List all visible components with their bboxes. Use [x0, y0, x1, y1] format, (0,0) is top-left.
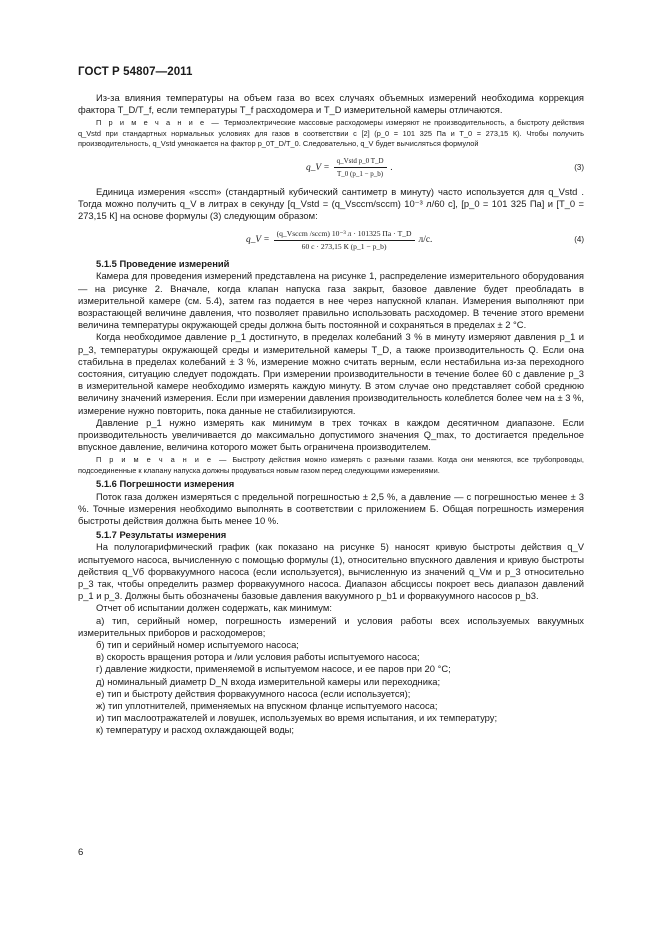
note — [78, 118, 584, 149]
page-number: 6 — [78, 847, 84, 858]
paragraph: Давление p_1 нужно измерять как минимум в трех точках в каждом десятичном диапазоне. Если производительность увеличивается до максимально допустимого значения Q_max, то достигается предельное впускное давление, величина которого может быть ограничена производителем. — [78, 416, 584, 453]
paragraph: Когда необходимое давление p_1 достигнуто, в пределах колебаний 3 % в минуту измеряют давления p_1 и p_3, температуры окружающей среды и измерительной камеры T_D, а также производительность Q. Если она стабильна в пределах колебаний ± 3 %, измерение можно считать верным, если нестабильна из-за переходного состояния, ситуацию следует подождать. При измерении производительности в течение более 60 с давление p_3 в измерительной камере необходимо измерять каждую минуту. В этом случае оно представляет собой среднюю величину значений измерения. Если при измерении давления производительность колеблется более чем на ± 3 %, измерение нужно повторить, пока данные не стабилизируются. — [78, 331, 584, 416]
formula-tail: л/с. — [418, 235, 433, 246]
document-header: ГОСТ Р 54807—2011 — [78, 66, 193, 78]
page-content — [78, 92, 584, 737]
formula-lhs: q_V = — [306, 162, 330, 173]
list-item: б) тип и серийный номер испытуемого насоса; — [96, 638, 299, 650]
paragraph: На полулогарифмический график (как показано на рисунке 5) наносят кривую быстроты действия q_V испытуемого насоса, вычисленную с помощью формулы (1), относительно впускного давления и кривую быстроты действия q_Vб форвакуумного насоса (если используется), вычисленную из значений q_Vм и p_3 относительно p_3 так, чтобы определить размер форвакуумного насоса. Диапазон абсциссы покроет весь диапазон давлений p_1 и p_3. Должны быть обозначены базовые давления вакуумного p_b1 и форвакуумного насосов p_b3. — [78, 541, 584, 602]
formula-denominator: 60 с · 273,15 К (p_1 − p_b) — [301, 241, 387, 251]
formula-lhs: q_V = — [246, 235, 270, 246]
formula-number: (3) — [574, 162, 584, 172]
formula-tail: . — [390, 162, 393, 173]
paragraph: Единица измерения «sccm» (стандартный кубический сантиметр в минуту) часто используется для q_Vstd . Тогда можно получить q_V в литрах в секунду [q_Vstd = (q_Vsccm/sccm) 10⁻³ л/60 с], [p_0 = 101 325 Па] и [T_0 = 273,15 К] на основе формулы (3) следующим образом: — [78, 185, 584, 222]
list-item: а) тип, серийный номер, погрешность измерений и условия работы всех используемых вакуумных измерительных приборов и расходомеров; — [78, 614, 584, 638]
paragraph: Камера для проведения измерений представлена на рисунке 1, распределение измерительного оборудования — на рисунке 2. Вначале, когда клапан напуска газа закрыт, базовое давление будет преобладать в измерительной камере (см. 5.4), затем газ подается в нее через напускной клапан. Измерения выполняют при возрастающей величине давления, что позволяет правильно использовать расходомер. В течение этого времени величина температуры окружающей среды должна быть постоянной и сохраняться в пределах ± 2 °С. — [78, 270, 584, 331]
list-item: к) температуру и расход охлаждающей воды; — [96, 724, 295, 736]
paragraph: Поток газа должен измеряться с предельной погрешностью ± 2,5 %, а давление — с погрешностью менее ± 3 %. Точные измерения необходимо выполнять в соответствии с приложением Б. Общая погрешность измерения быстроты действия должна быть менее 10 %. — [78, 490, 584, 526]
list-item: в) скорость вращения ротора и /или условия работы испытуемого насоса; — [96, 651, 420, 663]
report-requirements-list — [78, 615, 584, 737]
note-label: П р и м е ч а н и е — — [96, 455, 229, 465]
list-item: е) тип и быстроту действия форвакуумного насоса (если используется); — [96, 687, 411, 699]
formula-fraction — [274, 229, 415, 252]
formula-number: (4) — [574, 235, 584, 245]
section-heading: 5.1.5 Проведение измерений — [96, 258, 230, 270]
formula-numerator: (q_Vsccm /sccm) 10⁻³ л · 101325 Па · T_D — [274, 229, 415, 241]
section-heading: 5.1.7 Результаты измерения — [96, 529, 227, 541]
list-item: ж) тип уплотнителей, применяемых на впускном фланце испытуемого насоса; — [96, 699, 438, 711]
note-label: П р и м е ч а н и е — — [96, 118, 221, 128]
list-item: г) давление жидкости, применяемой в испытуемом насосе, и ее паров при 20 °С; — [96, 663, 451, 675]
formula-numerator: q_Vstd p_0 T_D — [334, 156, 387, 168]
note-text: Быстроту действия можно измерять с разными газами. Когда они меняются, все трубопроводы, подсоединенные к клапану напуска должны продуваться новым газом перед следующими измерениями. — [78, 455, 584, 475]
section-heading: 5.1.6 Погрешности измерения — [96, 478, 235, 490]
paragraph: Отчет об испытании должен содержать, как минимум: — [96, 602, 332, 614]
list-item: и) тип маслоотражателей и ловушек, используемых во время испытания, и их температуру; — [96, 712, 498, 724]
formula-fraction — [334, 156, 387, 179]
note-text: Термоэлектрические массовые расходомеры измеряют не производительность, а быстроту действия q_Vstd при стандартных нормальных условиях для газов в соответствии с [2] (p_0 = 101 325 Па и T_0 = 273,15 К). Чтобы получить производительность, q_Vstd умножается на фактор p_0T_D/T_0. Следовательно, q_V будет вычисляться формулой — [78, 118, 584, 149]
paragraph: Из-за влияния температуры на объем газа во всех случаях объемных измерений необходима коррекция фактора T_D/T_f, если температуры T_f расходомера и T_D измерительной камеры отличаются. — [78, 92, 584, 116]
note — [78, 455, 584, 476]
formula-denominator: T_0 (p_1 − p_b) — [337, 170, 384, 179]
list-item: д) номинальный диаметр D_N входа измерительной камеры или переходника; — [96, 675, 441, 687]
formula-3 — [78, 153, 584, 183]
formula-4 — [78, 225, 584, 255]
